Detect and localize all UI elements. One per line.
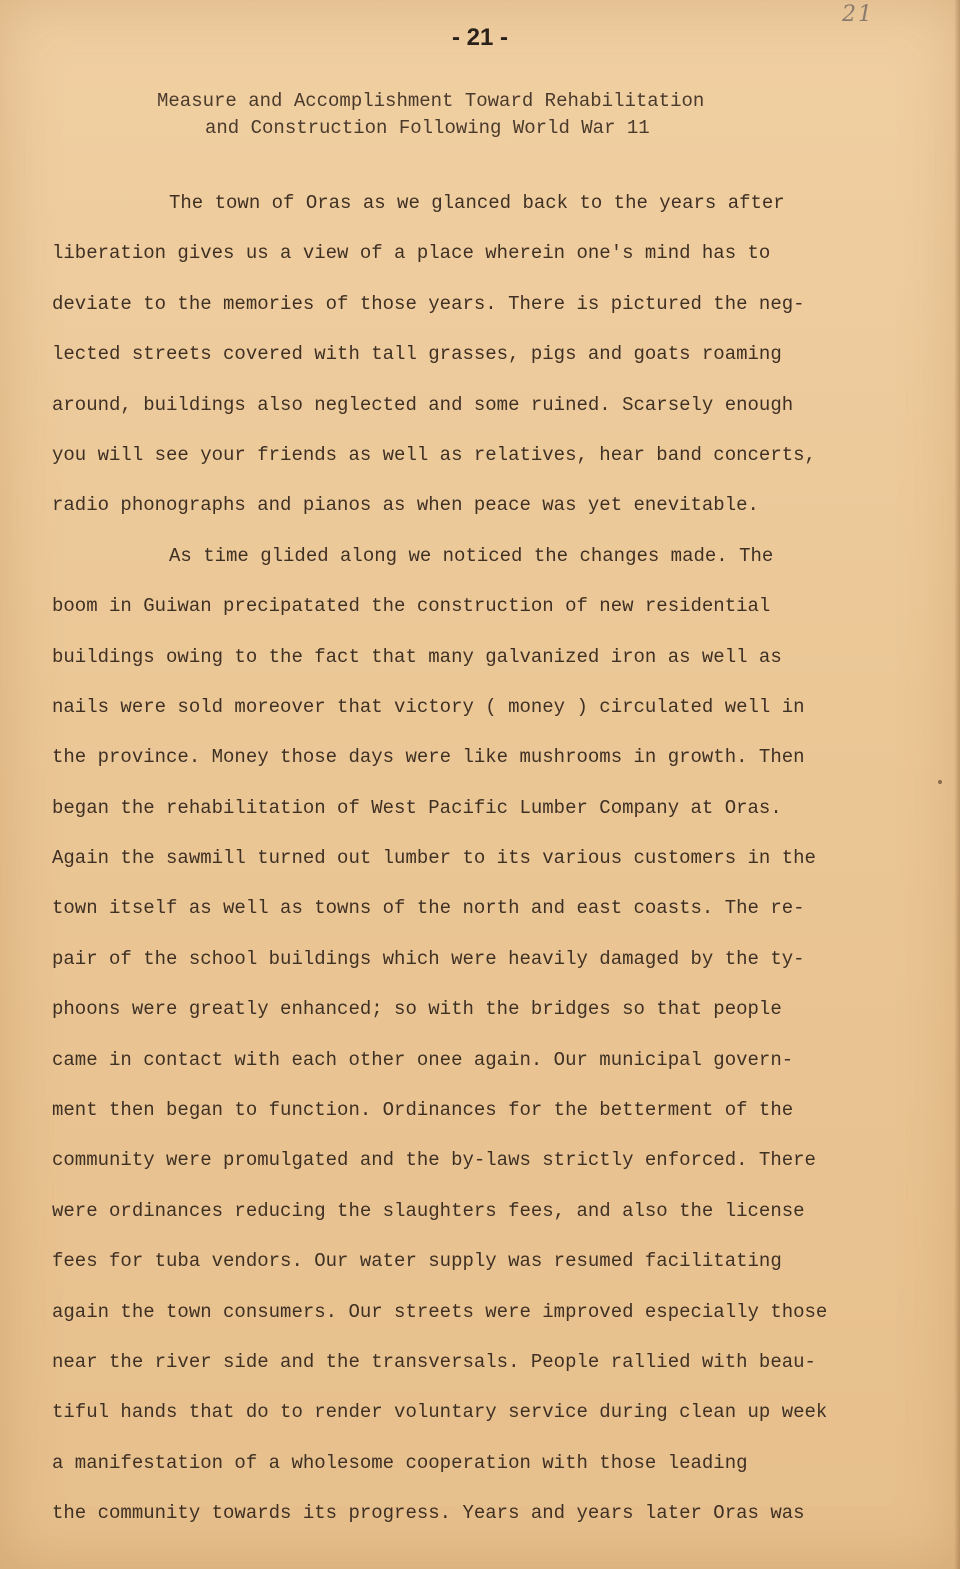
- paragraph-line: the province. Money those days were like mushrooms in growth. Then: [52, 746, 805, 769]
- page-number: - 21 -: [451, 24, 508, 51]
- page-edge-shadow: [954, 0, 960, 1569]
- page-title: [0, 88, 960, 142]
- paragraph-line: radio phonographs and pianos as when peace was yet enevitable.: [52, 494, 759, 517]
- paragraph-line: deviate to the memories of those years. There is pictured the neg-: [52, 292, 805, 315]
- paragraph-line: town itself as well as towns of the north and east coasts. The re-: [52, 897, 805, 920]
- paragraph-line: community were promulgated and the by-laws strictly enforced. There: [52, 1149, 816, 1172]
- handwritten-page-number: 21: [842, 2, 874, 27]
- body-text: [52, 190, 932, 1551]
- paragraph-line: tiful hands that do to render voluntary service during clean up week: [52, 1401, 828, 1424]
- paragraph-line: The town of Oras as we glanced back to the years after: [169, 192, 785, 214]
- paragraph-line: boom in Guiwan precipatated the construction of new residential: [52, 595, 771, 618]
- paragraph-line: you will see your friends as well as relatives, hear band concerts,: [52, 443, 816, 466]
- title-line: Measure and Accomplishment Toward Rehabilitation: [157, 90, 705, 112]
- paragraph-line: fees for tuba vendors. Our water supply was resumed facilitating: [52, 1250, 782, 1273]
- paragraph-line: a manifestation of a wholesome cooperation with those leading: [52, 1451, 748, 1474]
- paragraph-line: came in contact with each other onee again. Our municipal govern-: [52, 1048, 794, 1071]
- paragraph-line: near the river side and the transversals. People rallied with beau-: [52, 1350, 816, 1373]
- title-line: and Construction Following World War 11: [205, 117, 650, 139]
- paragraph-line: Again the sawmill turned out lumber to its various customers in the: [52, 847, 816, 870]
- paragraph-line: again the town consumers. Our streets were improved especially those: [52, 1300, 828, 1323]
- paragraph-line: phoons were greatly enhanced; so with the bridges so that people: [52, 998, 782, 1021]
- ink-speck: [938, 780, 942, 784]
- paragraph-line: As time glided along we noticed the changes made. The: [169, 544, 774, 567]
- paragraph-line: around, buildings also neglected and some ruined. Scarsely enough: [52, 393, 794, 416]
- paragraph-line: buildings owing to the fact that many galvanized iron as well as: [52, 645, 782, 668]
- paragraph-line: were ordinances reducing the slaughters fees, and also the license: [52, 1199, 805, 1222]
- paragraph-line: pair of the school buildings which were heavily damaged by the ty-: [52, 947, 805, 970]
- paragraph-line: lected streets covered with tall grasses, pigs and goats roaming: [52, 343, 782, 366]
- paragraph-line: nails were sold moreover that victory ( money ) circulated well in: [52, 695, 805, 718]
- paragraph-line: ment then began to function. Ordinances for the betterment of the: [52, 1099, 794, 1122]
- paragraph-line: liberation gives us a view of a place wherein one's mind has to: [52, 242, 771, 265]
- paragraph-line: the community towards its progress. Years and years later Oras was: [52, 1502, 805, 1525]
- paragraph-line: began the rehabilitation of West Pacific Lumber Company at Oras.: [52, 796, 782, 819]
